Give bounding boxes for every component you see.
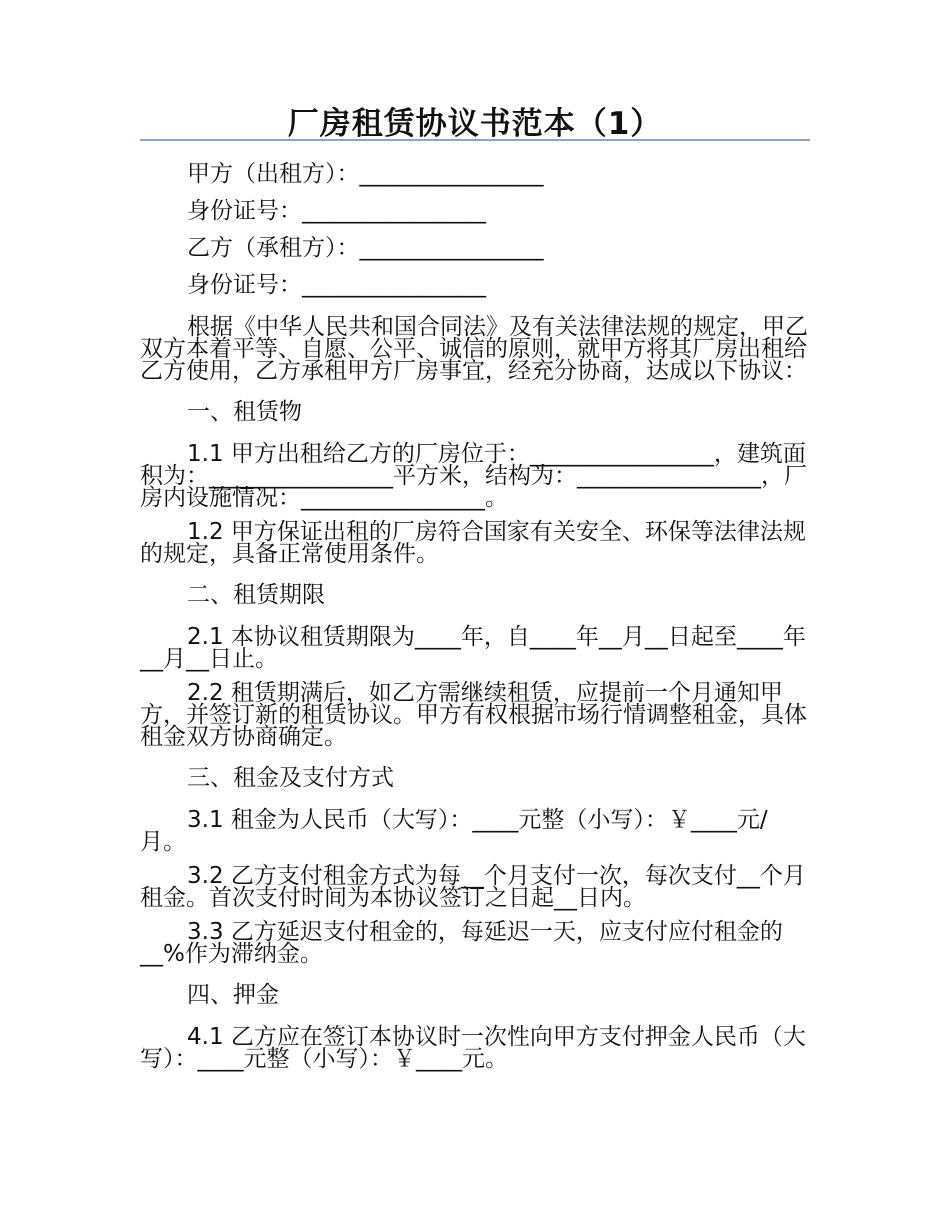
party-a-line: 甲方（出租方）：________________ bbox=[187, 161, 544, 187]
section-heading-lease-object: 一、租赁物 bbox=[187, 399, 302, 425]
party-a-id-line: 身份证号：________________ bbox=[187, 198, 486, 224]
party-b-line: 乙方（承租方）：________________ bbox=[187, 235, 544, 261]
party-b-id-line: 身份证号：________________ bbox=[187, 272, 486, 298]
section-heading-deposit: 四、押金 bbox=[187, 982, 279, 1008]
section-heading-lease-term: 二、租赁期限 bbox=[187, 582, 325, 608]
page-title: 厂房租赁协议书范本（1） bbox=[287, 106, 663, 142]
document-body bbox=[140, 156, 810, 1070]
title-underline bbox=[140, 139, 810, 141]
clause-2-1: 2.1 本协议租赁期限为____年，自____年__月__日起至____年__月__日止。 bbox=[140, 624, 806, 672]
intro-paragraph: 根据《中华人民共和国合同法》及有关法律法规的规定，甲乙双方本着平等、自愿、公平、诚信的原则，就甲方将其厂房出租给乙方使用，乙方承租甲方厂房事宜，经充分协商，达成以下协议： bbox=[140, 314, 808, 384]
clause-3-2: 3.2 乙方支付租金方式为每__个月支付一次，每次支付__个月租金。首次支付时间为本协议签订之日起__日内。 bbox=[140, 863, 806, 911]
section-heading-rent-payment: 三、租金及支付方式 bbox=[187, 765, 394, 791]
clause-1-2: 1.2 甲方保证出租的厂房符合国家有关安全、环保等法律法规的规定，具备正常使用条件。 bbox=[140, 519, 806, 567]
clause-3-3: 3.3 乙方延迟支付租金的，每延迟一天，应支付应付租金的__%作为滞纳金。 bbox=[140, 919, 783, 967]
clause-4-1: 4.1 乙方应在签订本协议时一次性向甲方支付押金人民币（大写）：____元整（小写）：￥____元。 bbox=[140, 1024, 806, 1072]
clause-1-1: 1.1 甲方出租给乙方的厂房位于：________________，建筑面积为：________________平方米，结构为：________________，厂房内设施情况：________________。 bbox=[140, 441, 807, 511]
clause-3-1: 3.1 租金为人民币（大写）：____元整（小写）：￥____元/月。 bbox=[140, 807, 768, 855]
clause-2-2: 2.2 租赁期满后，如乙方需继续租赁，应提前一个月通知甲方，并签订新的租赁协议。甲方有权根据市场行情调整租金，具体租金双方协商确定。 bbox=[140, 680, 807, 750]
